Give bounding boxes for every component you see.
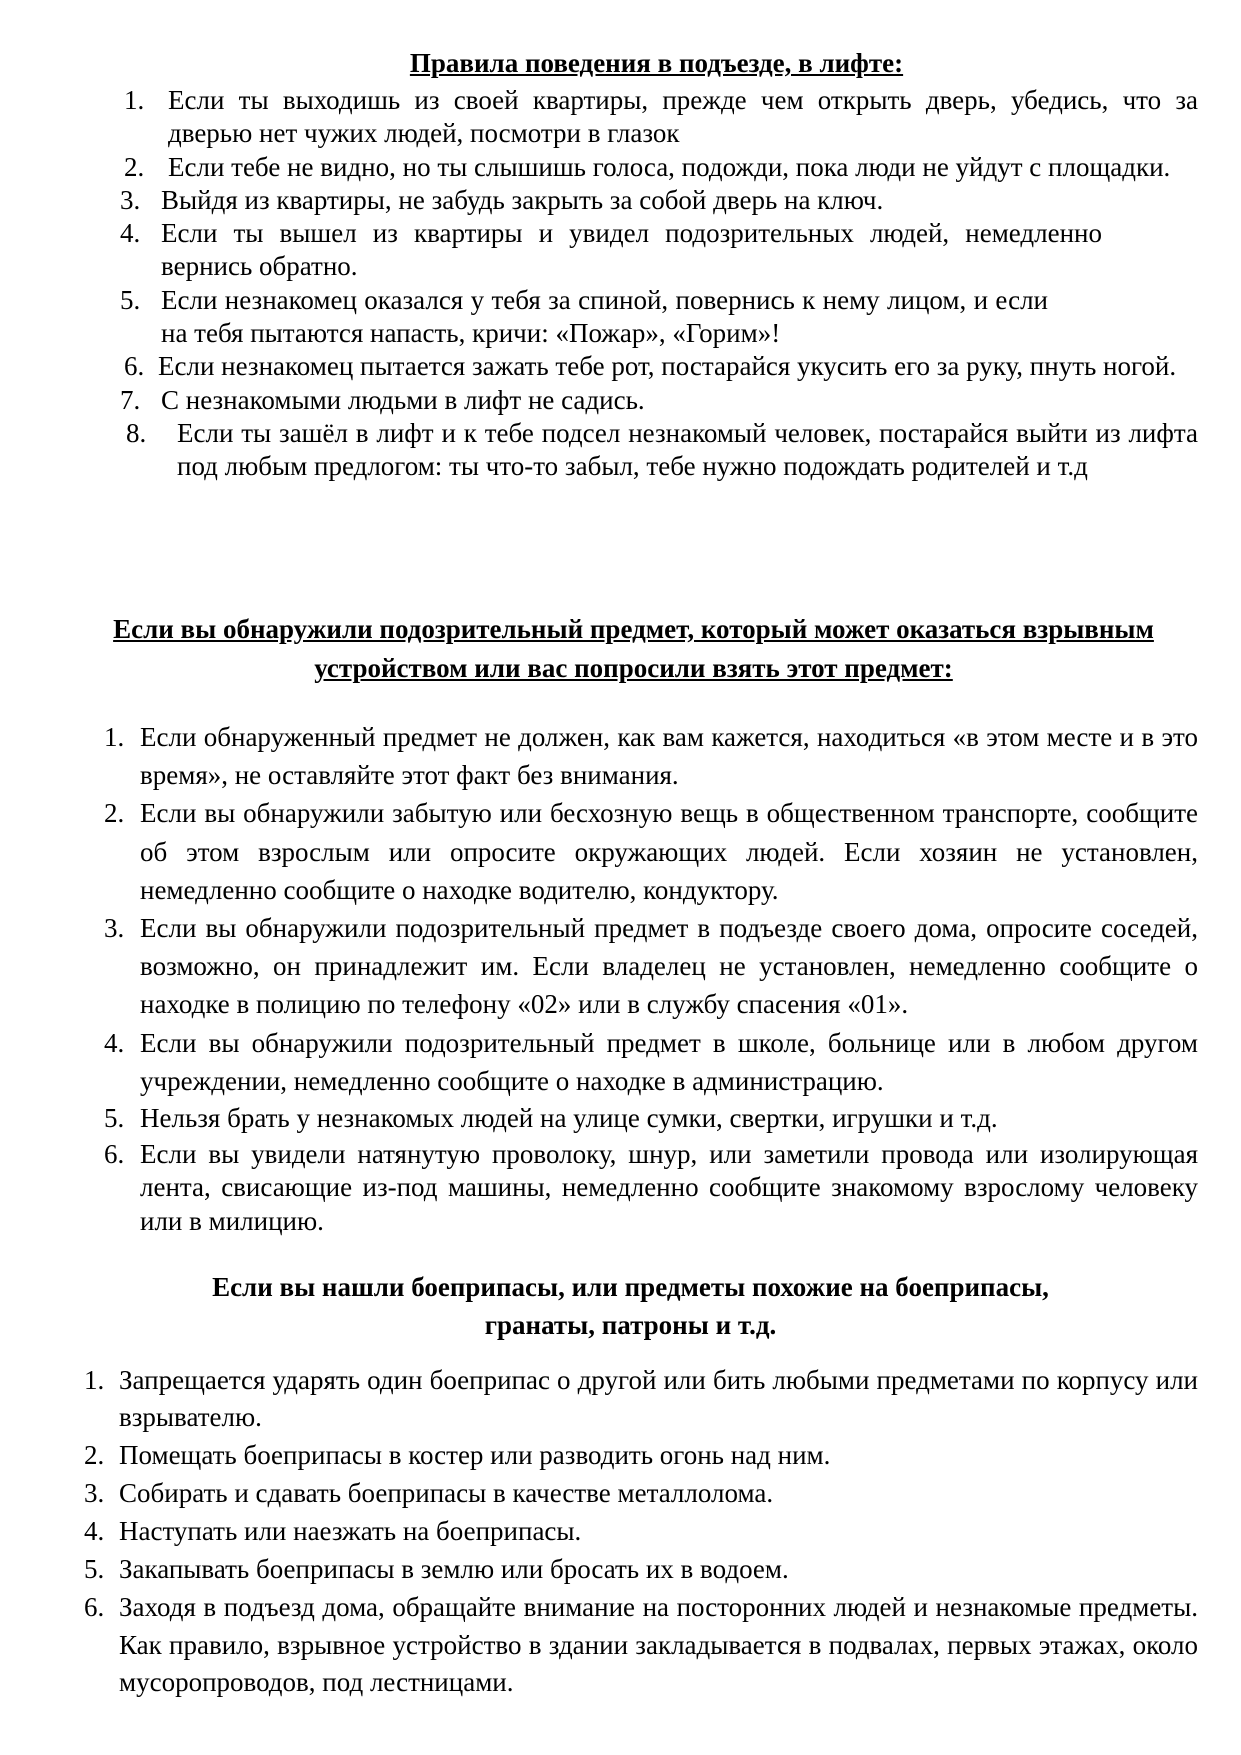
item-text: Закапывать боеприпасы в землю или бросать их в водоем.: [119, 1554, 789, 1585]
section3-title-line1: Если вы нашли боеприпасы, или предметы похожие на боеприпасы,: [212, 1272, 1049, 1302]
item-number: 4.: [104, 1027, 125, 1058]
list-item: [120, 417, 1198, 484]
section3-title-line2: гранаты, патроны и т.д.: [484, 1310, 777, 1340]
item-number: 1.: [124, 85, 145, 115]
list-item: [104, 1024, 1198, 1100]
item-text: Собирать и сдавать боеприпасы в качестве металлолома.: [119, 1478, 774, 1509]
item-number: 3.: [84, 1478, 105, 1509]
item-text: Если незнакомец пытается зажать тебе рот, постарайся укусить его за руку, пнуть ногой.: [158, 351, 1177, 382]
item-number: 6.: [124, 351, 145, 382]
item-text: Если ты вышел из квартиры и увидел подозрительных людей, немедленно вернись обратно.: [161, 218, 1102, 282]
list-item: [104, 718, 1198, 794]
item-text: Если незнакомец оказался у тебя за спиной, повернись к нему лицом, и если на тебя пытаются напасть, кричи: «Пожар», «Горим»!: [161, 284, 1048, 349]
item-number: 5.: [104, 1103, 125, 1134]
item-number: 3.: [104, 913, 125, 944]
list-item: [104, 794, 1198, 909]
item-text: Если вы увидели натянутую проволоку, шнур, или заметили провода или изолирующая лента, свисающие из-под машины, немедленно сообщите знакомому взрослому человеку или в милицию.: [140, 1138, 1198, 1236]
item-number: 2.: [124, 151, 145, 182]
item-text: Заходя в подъезд дома, обращайте внимание на посторонних людей и незнакомые предметы. Как правило, взрывное устройство в здании закладывается в подвалах, первых этажах, около мусоропроводов, под лестницами.: [119, 1592, 1198, 1698]
list-item: [84, 1513, 1198, 1550]
list-item: [104, 1138, 1198, 1239]
list-item: [120, 217, 1198, 284]
item-text: Если тебе не видно, но ты слышишь голоса, подожди, пока люди не уйдут с площадки.: [168, 151, 1171, 182]
list-item: [120, 151, 1198, 184]
item-text: Запрещается ударять один боеприпас о другой или бить любыми предметами по корпусу или взрывателю.: [119, 1365, 1198, 1433]
list-item: [104, 1102, 1198, 1136]
item-number: 6.: [84, 1592, 105, 1623]
section3-list: [84, 1362, 1198, 1702]
item-number: 4.: [84, 1516, 105, 1547]
list-item: [120, 384, 1198, 417]
list-item: [84, 1362, 1198, 1437]
item-number: 6.: [104, 1138, 125, 1169]
item-number: 2.: [104, 798, 125, 829]
section2-title-line1: Если вы обнаружили подозрительный предмет, который может оказаться взрывным: [113, 614, 1154, 644]
item-text: Если вы обнаружили забытую или бесхозную вещь в общественном транспорте, сообщите об этом взрослым или опросите окружающих людей. Если хозяин не установлен, немедленно сообщите о находке водителю, кондуктору.: [140, 798, 1198, 905]
list-item: [84, 1437, 1198, 1474]
item-text: Если вы обнаружили подозрительный предмет в школе, больнице или в любом другом учреждении, немедленно сообщите о находке в администрацию.: [140, 1027, 1198, 1096]
item-number: 1.: [104, 722, 125, 752]
item-number: 5.: [84, 1554, 105, 1585]
list-item: [120, 84, 1198, 151]
item-number: 3.: [120, 184, 141, 215]
item-text: Нельзя брать у незнакомых людей на улице сумки, свертки, игрушки и т.д.: [140, 1103, 998, 1134]
list-item: [120, 284, 1198, 351]
section2-title-line2: устройством или вас попросили взять этот предмет:: [314, 653, 953, 683]
item-number: 8.: [126, 417, 147, 448]
item-text: Выйдя из квартиры, не забудь закрыть за собой дверь на ключ.: [161, 184, 884, 215]
item-number: 7.: [120, 384, 141, 415]
section1-title: Правила поведения в подъезде, в лифте:: [409, 48, 904, 78]
item-text: Наступать или наезжать на боеприпасы.: [119, 1516, 582, 1547]
list-item: [104, 909, 1198, 1024]
item-text: Если обнаруженный предмет не должен, как вам кажется, находиться «в этом месте и в это время», не оставляйте этот факт без внимания.: [140, 722, 1198, 791]
list-item: [84, 1589, 1198, 1701]
list-item: [84, 1475, 1198, 1512]
item-text: Если ты выходишь из своей квартиры, прежде чем открыть дверь, убедись, что за дверью нет чужих людей, посмотри в глазок: [168, 85, 1198, 149]
list-item: [120, 350, 1198, 383]
list-item: [120, 184, 1198, 217]
item-text: Помещать боеприпасы в костер или разводить огонь над ним.: [119, 1440, 831, 1471]
item-number: 5.: [120, 284, 141, 315]
item-number: 2.: [84, 1440, 105, 1471]
item-text: Если вы обнаружили подозрительный предмет в подъезде своего дома, опросите соседей, возможно, он принадлежит им. Если владелец не установлен, немедленно сообщите о находке в полицию по телефону «02» или в службу спасения «01».: [140, 913, 1198, 1020]
list-item: [84, 1551, 1198, 1588]
item-number: 4.: [120, 218, 141, 249]
item-number: 1.: [84, 1365, 105, 1395]
item-text: Если ты зашёл в лифт и к тебе подсел незнакомый человек, постарайся выйти из лифта под любым предлогом: ты что-то забыл, тебе нужно подождать родителей и т.д: [177, 417, 1198, 482]
item-text: С незнакомыми людьми в лифт не садись.: [161, 384, 645, 415]
section2-list: [104, 718, 1198, 1238]
section1-list: [120, 84, 1198, 484]
